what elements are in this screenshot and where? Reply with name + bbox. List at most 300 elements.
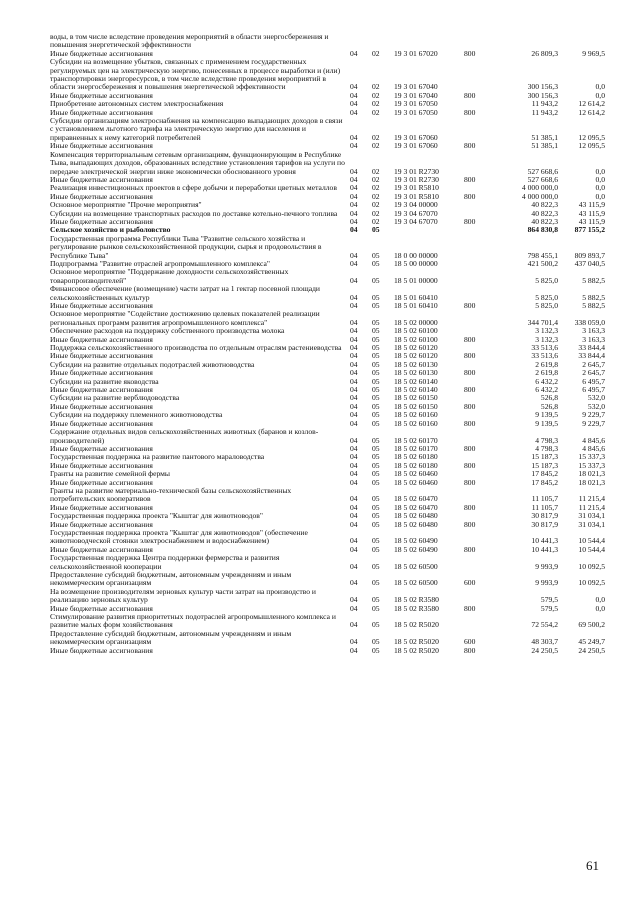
- row-amount-year2: 5 882,5: [582, 275, 605, 285]
- row-subsection: 05: [372, 544, 380, 554]
- row-section: 04: [350, 107, 358, 117]
- row-subsection: 05: [372, 317, 380, 327]
- row-amount-year1: 5 825,0: [535, 301, 558, 310]
- row-amount-year2: 33 844,4: [578, 343, 605, 353]
- row-amount-year1: 11 943,2: [531, 107, 558, 117]
- row-subsection: 05: [372, 460, 380, 470]
- row-amount-year2: 4 845,6: [582, 443, 605, 453]
- row-target-code: 19 3 01 67050: [394, 99, 438, 109]
- row-section: 04: [350, 645, 358, 655]
- row-amount-year2: 6 495,7: [582, 385, 605, 395]
- row-subsection: 05: [372, 603, 380, 613]
- row-name: Гранты на развитие семейной фермы: [50, 469, 171, 479]
- row-target-code: 18 5 02 60100: [394, 326, 438, 336]
- row-expense-type: 800: [464, 351, 476, 361]
- row-name: Иные бюджетные ассигнования: [50, 48, 153, 58]
- row-target-code: 18 5 02 60460: [394, 469, 438, 479]
- table-row: [50, 613, 605, 630]
- row-target-code: 18 5 02 60160: [394, 418, 438, 428]
- row-name: Иные бюджетные ассигнования: [50, 418, 153, 428]
- row-section: 04: [350, 275, 358, 285]
- row-section: 04: [350, 326, 358, 336]
- row-target-code: 19 3 01 67060: [394, 132, 438, 142]
- row-name: Иные бюджетные ассигнования: [50, 174, 153, 184]
- row-target-code: 18 5 02 60120: [394, 351, 438, 361]
- row-name: Иные бюджетные ассигнования: [50, 645, 153, 655]
- row-section: 04: [350, 435, 358, 445]
- table-row: [50, 428, 605, 445]
- row-amount-year1: 300 156,3: [527, 82, 558, 92]
- row-section: 04: [350, 620, 358, 630]
- row-section: 04: [350, 511, 358, 521]
- row-target-code: 18 5 02 R5020: [394, 645, 439, 655]
- row-amount-year2: 15 337,3: [578, 452, 605, 462]
- row-name: Финансовое обеспечение (возмещение) части затрат на 1 гектар посевной площади сельскохозяйственных культур: [50, 284, 320, 302]
- row-subsection: 02: [372, 107, 380, 117]
- row-name: Государственная программа Республики Тыва "Развитие сельского хозяйства и регулирование рынков сельскохозяйственной продукции, сырья и продовольствия в Республике Тыва": [50, 233, 322, 260]
- row-amount-year1: 24 250,5: [531, 645, 558, 655]
- row-subsection: 05: [372, 637, 380, 647]
- row-amount-year1: 300 156,3: [527, 90, 558, 100]
- row-expense-type: 800: [464, 477, 476, 487]
- row-amount-year2: 31 034,1: [578, 511, 605, 521]
- row-target-code: 18 5 02 R3580: [394, 595, 439, 605]
- row-subsection: 05: [372, 443, 380, 453]
- row-amount-year1: 33 513,6: [531, 343, 558, 353]
- row-target-code: 19 3 04 67070: [394, 208, 438, 218]
- row-subsection: 02: [372, 174, 380, 184]
- row-name: Субсидии на возмещение транспортных расходов по доставке котельно-печного топлива: [50, 208, 338, 218]
- table-row: [50, 647, 605, 655]
- row-amount-year1: 10 441,3: [531, 544, 558, 554]
- row-section: 04: [350, 250, 358, 260]
- row-name: Иные бюджетные ассигнования: [50, 603, 153, 613]
- row-subsection: 05: [372, 645, 380, 655]
- row-expense-type: 800: [464, 174, 476, 184]
- table-row: [50, 487, 605, 504]
- row-expense-type: 800: [464, 216, 476, 226]
- row-amount-year2: 2 645,7: [582, 359, 605, 369]
- row-amount-year2: 0,0: [595, 82, 605, 92]
- row-subsection: 02: [372, 99, 380, 109]
- row-subsection: 05: [372, 359, 380, 369]
- row-amount-year1: 9 993,9: [535, 578, 558, 588]
- row-section: 04: [350, 82, 358, 92]
- row-name: Иные бюджетные ассигнования: [50, 477, 153, 487]
- row-target-code: 18 5 02 60180: [394, 452, 438, 462]
- row-amount-year1: 421 500,2: [527, 258, 558, 268]
- row-subsection: 05: [372, 435, 380, 445]
- row-amount-year2: 43 115,9: [578, 216, 605, 226]
- row-target-code: 19 3 01 R5810: [394, 183, 439, 193]
- row-name: воды, в том числе вследствие проведения мероприятий в области энергосбережения и повышения энергетической эффективности: [50, 32, 329, 50]
- row-amount-year1: 51 385,1: [531, 132, 558, 142]
- row-amount-year2: 3 163,3: [582, 326, 605, 336]
- row-target-code: 18 5 02 60130: [394, 368, 438, 378]
- row-section: 04: [350, 141, 358, 151]
- row-amount-year2: 10 544,4: [578, 544, 605, 554]
- row-amount-year2: 9 229,7: [582, 418, 605, 428]
- row-subsection: 05: [372, 368, 380, 378]
- row-expense-type: 800: [464, 544, 476, 554]
- row-amount-year2: 4 845,6: [582, 435, 605, 445]
- row-target-code: 19 3 04 67070: [394, 216, 438, 226]
- row-subsection: 02: [372, 48, 380, 58]
- row-subsection: 05: [372, 343, 380, 353]
- row-name: Субсидии на развитие верблюдоводства: [50, 393, 180, 403]
- row-name: Иные бюджетные ассигнования: [50, 443, 153, 453]
- row-expense-type: 800: [464, 443, 476, 453]
- row-section: 04: [350, 376, 358, 386]
- row-name: Государственная поддержка на развитие пантового мараловодства: [50, 452, 265, 462]
- row-subsection: 05: [372, 477, 380, 487]
- row-subsection: 05: [372, 401, 380, 411]
- row-subsection: 05: [372, 494, 380, 504]
- row-amount-year1: 2 619,8: [535, 368, 558, 378]
- row-amount-year1: 4 798,3: [535, 443, 558, 453]
- row-section: 04: [350, 301, 358, 310]
- row-amount-year1: 4 000 000,0: [521, 191, 558, 201]
- table-row: [50, 151, 605, 176]
- table-row: [50, 58, 605, 92]
- row-subsection: 05: [372, 561, 380, 571]
- row-amount-year1: 579,5: [540, 603, 558, 613]
- row-section: 04: [350, 637, 358, 647]
- row-name: Субсидии на поддержку племенного животноводства: [50, 410, 223, 420]
- row-subsection: 02: [372, 82, 380, 92]
- row-amount-year2: 0,0: [595, 595, 605, 605]
- row-amount-year2: 10 092,5: [578, 561, 605, 571]
- row-amount-year2: 5 882,5: [582, 301, 605, 310]
- row-section: 04: [350, 502, 358, 512]
- row-target-code: 18 5 02 60130: [394, 359, 438, 369]
- row-section: 04: [350, 368, 358, 378]
- row-subsection: 05: [372, 536, 380, 546]
- row-expense-type: 800: [464, 107, 476, 117]
- row-amount-year1: 4 798,3: [535, 435, 558, 445]
- row-subsection: 02: [372, 141, 380, 151]
- row-name: Основное мероприятие "Содействие достижению целевых показателей реализации региональных программ развития агропромышленного комплекса": [50, 309, 320, 327]
- row-amount-year2: 31 034,1: [578, 519, 605, 529]
- row-target-code: 19 3 01 67060: [394, 141, 438, 151]
- row-amount-year1: 51 385,1: [531, 141, 558, 151]
- row-name: Субсидии на возмещение убытков, связанных с применением государственных регулируемых цен на электрическую энергию, понесенных в процессе выработки и (или) транспортировки энергоресурсов, в том числе вследствие проведения мероприятий в области энергосбережения и повышения энергетической эффективности: [50, 57, 341, 92]
- row-amount-year2: 43 115,9: [578, 200, 605, 210]
- row-amount-year2: 18 021,3: [578, 477, 605, 487]
- row-subsection: 05: [372, 275, 380, 285]
- row-name: Иные бюджетные ассигнования: [50, 351, 153, 361]
- row-name: На возмещение производителям зерновых культур части затрат на производство и реализацию зерновых культур: [50, 586, 316, 605]
- row-amount-year2: 11 215,4: [578, 502, 605, 512]
- row-expense-type: 800: [464, 519, 476, 529]
- row-subsection: 05: [372, 511, 380, 521]
- row-name: Иные бюджетные ассигнования: [50, 460, 153, 470]
- row-target-code: 18 5 01 60410: [394, 301, 438, 310]
- row-amount-year1: 6 432,2: [535, 385, 558, 395]
- row-amount-year1: 40 822,3: [531, 216, 558, 226]
- row-amount-year2: 12 614,2: [578, 99, 605, 109]
- row-amount-year2: 43 115,9: [578, 208, 605, 218]
- row-expense-type: 800: [464, 368, 476, 378]
- row-target-code: 19 3 01 R5810: [394, 191, 439, 201]
- row-target-code: 18 5 02 60170: [394, 435, 438, 445]
- row-subsection: 05: [372, 620, 380, 630]
- budget-table: [50, 33, 605, 655]
- row-amount-year1: 26 809,3: [531, 48, 558, 58]
- row-amount-year2: 532,0: [587, 393, 605, 403]
- row-subsection: 02: [372, 90, 380, 100]
- row-expense-type: 800: [464, 90, 476, 100]
- row-target-code: 18 5 02 R3580: [394, 603, 439, 613]
- row-subsection: 05: [372, 292, 380, 302]
- row-amount-year2: 809 893,7: [574, 250, 605, 260]
- row-section: 04: [350, 443, 358, 453]
- row-target-code: 19 3 04 00000: [394, 200, 438, 210]
- row-name: Стимулирование развития приоритетных подотраслей агропромышленного комплекса и развитие малых форм хозяйствования: [50, 612, 336, 630]
- row-section: 04: [350, 183, 358, 193]
- row-amount-year1: 344 701,4: [527, 317, 558, 327]
- row-target-code: 18 5 02 60170: [394, 443, 438, 453]
- row-target-code: 18 5 02 00000: [394, 317, 438, 327]
- row-subsection: 02: [372, 191, 380, 201]
- row-target-code: 18 5 02 60150: [394, 401, 438, 411]
- row-name: Иные бюджетные ассигнования: [50, 216, 153, 226]
- row-target-code: 18 5 02 60490: [394, 536, 438, 546]
- row-subsection: 05: [372, 258, 380, 268]
- row-name: Субсидии на развитие отдельных подотраслей животноводства: [50, 359, 255, 369]
- row-target-code: 18 5 02 60500: [394, 561, 438, 571]
- row-amount-year2: 0,0: [595, 90, 605, 100]
- row-section: 04: [350, 166, 358, 176]
- row-target-code: 18 5 02 60490: [394, 544, 438, 554]
- row-amount-year1: 3 132,3: [535, 326, 558, 336]
- row-section: 04: [350, 216, 358, 226]
- row-subsection: 02: [372, 216, 380, 226]
- row-amount-year1: 3 132,3: [535, 334, 558, 344]
- row-amount-year2: 6 495,7: [582, 376, 605, 386]
- row-amount-year2: 338 059,0: [574, 317, 605, 327]
- row-target-code: 18 5 02 60140: [394, 385, 438, 395]
- row-expense-type: 800: [464, 191, 476, 201]
- row-amount-year2: 5 882,5: [582, 292, 605, 302]
- row-amount-year1: 72 554,2: [531, 620, 558, 630]
- table-row: [50, 33, 605, 50]
- row-subsection: 05: [372, 502, 380, 512]
- row-target-code: 19 3 01 67050: [394, 107, 438, 117]
- row-target-code: 18 5 02 60180: [394, 460, 438, 470]
- row-section: 04: [350, 469, 358, 479]
- row-section: 04: [350, 99, 358, 109]
- row-expense-type: 800: [464, 502, 476, 512]
- row-subsection: 02: [372, 132, 380, 142]
- row-name: Иные бюджетные ассигнования: [50, 502, 153, 512]
- row-target-code: 18 5 02 60160: [394, 410, 438, 420]
- table-row: [50, 554, 605, 571]
- row-name: Иные бюджетные ассигнования: [50, 368, 153, 378]
- row-section: 04: [350, 519, 358, 529]
- row-section: 04: [350, 191, 358, 201]
- row-amount-year1: 11 943,2: [531, 99, 558, 109]
- row-name: Иные бюджетные ассигнования: [50, 191, 153, 201]
- row-section: 04: [350, 317, 358, 327]
- row-section: 04: [350, 351, 358, 361]
- row-section: 04: [350, 208, 358, 218]
- row-target-code: 19 3 01 67040: [394, 82, 438, 92]
- row-amount-year2: 12 614,2: [578, 107, 605, 117]
- row-subsection: 05: [372, 418, 380, 428]
- row-amount-year2: 0,0: [595, 183, 605, 193]
- row-amount-year1: 15 187,3: [531, 460, 558, 470]
- row-section: 04: [350, 494, 358, 504]
- row-section: 04: [350, 90, 358, 100]
- row-name: Субсидии на развитие яководства: [50, 376, 159, 386]
- row-name: Поддержка сельскохозяйственного производства по отдельным отраслям растениеводства: [50, 343, 342, 353]
- row-amount-year1: 33 513,6: [531, 351, 558, 361]
- row-amount-year1: 4 000 000,0: [521, 183, 558, 193]
- row-amount-year2: 532,0: [587, 401, 605, 411]
- row-section: 04: [350, 292, 358, 302]
- row-expense-type: 800: [464, 401, 476, 411]
- row-name: Иные бюджетные ассигнования: [50, 141, 153, 151]
- row-name: Обеспечение расходов на поддержку собственного производства молока: [50, 326, 285, 336]
- row-amount-year1: 526,8: [540, 401, 558, 411]
- table-row: [50, 285, 605, 302]
- row-amount-year1: 15 187,3: [531, 452, 558, 462]
- row-target-code: 18 5 02 60150: [394, 393, 438, 403]
- row-amount-year1: 11 105,7: [531, 494, 558, 504]
- row-target-code: 18 5 02 60480: [394, 511, 438, 521]
- row-amount-year1: 11 105,7: [531, 502, 558, 512]
- row-subsection: 05: [372, 225, 380, 235]
- row-target-code: 18 5 02 60480: [394, 519, 438, 529]
- row-section: 04: [350, 452, 358, 462]
- row-name: Государственная поддержка проекта "Кыштаг для животноводов" (обеспечение животноводческой стоянки электроснабжением и водоснабжением): [50, 527, 308, 546]
- table-row: [50, 117, 605, 142]
- row-amount-year2: 877 155,2: [574, 225, 605, 235]
- row-section: 04: [350, 536, 358, 546]
- row-subsection: 05: [372, 334, 380, 344]
- table-row: [50, 310, 605, 327]
- row-amount-year2: 9 969,5: [582, 48, 605, 58]
- row-name: Иные бюджетные ассигнования: [50, 107, 153, 117]
- row-subsection: 05: [372, 519, 380, 529]
- row-section: 04: [350, 561, 358, 571]
- table-row: [50, 588, 605, 605]
- row-name: Подпрограмма "Развитие отраслей агропромышленного комплекса": [50, 258, 270, 268]
- row-amount-year2: 9 229,7: [582, 410, 605, 420]
- row-amount-year2: 0,0: [595, 603, 605, 613]
- row-expense-type: 800: [464, 48, 476, 58]
- row-target-code: 19 3 01 67040: [394, 90, 438, 100]
- row-amount-year2: 12 095,5: [578, 141, 605, 151]
- row-name: Иные бюджетные ассигнования: [50, 385, 153, 395]
- row-amount-year1: 30 817,9: [531, 511, 558, 521]
- row-section: 04: [350, 603, 358, 613]
- row-section: 04: [350, 477, 358, 487]
- row-amount-year1: 40 822,3: [531, 200, 558, 210]
- row-section: 04: [350, 544, 358, 554]
- row-subsection: 02: [372, 200, 380, 210]
- row-subsection: 05: [372, 452, 380, 462]
- row-name: Государственная поддержка проекта "Кыштаг для животноводов": [50, 511, 263, 521]
- row-subsection: 05: [372, 410, 380, 420]
- row-name: Приобретение автономных систем электроснабжения: [50, 99, 224, 109]
- row-amount-year1: 17 845,2: [531, 469, 558, 479]
- row-name: Гранты на развитие материально-технической базы сельскохозяйственных потребительских кооперативов: [50, 485, 292, 504]
- row-target-code: 19 3 01 R2730: [394, 174, 439, 184]
- row-amount-year2: 11 215,4: [578, 494, 605, 504]
- row-name: Предоставление субсидий бюджетным, автономным учреждениям и иным некоммерческим организациям: [50, 628, 292, 647]
- row-amount-year2: 2 645,7: [582, 368, 605, 378]
- row-section: 04: [350, 595, 358, 605]
- row-name: Иные бюджетные ассигнования: [50, 401, 153, 411]
- row-amount-year2: 437 040,5: [574, 258, 605, 268]
- row-target-code: 18 5 02 60500: [394, 578, 438, 588]
- row-name: Содержание отдельных видов сельскохозяйственных животных (баранов и козлов-производителей): [50, 427, 319, 445]
- row-amount-year2: 33 844,4: [578, 351, 605, 361]
- row-expense-type: 800: [464, 385, 476, 395]
- row-section: 04: [350, 174, 358, 184]
- row-amount-year1: 48 303,7: [531, 637, 558, 647]
- row-section: 04: [350, 225, 358, 235]
- row-amount-year1: 5 825,0: [535, 275, 558, 285]
- row-section: 04: [350, 578, 358, 588]
- page-number: 61: [586, 858, 599, 873]
- row-target-code: 18 5 01 00000: [394, 275, 438, 285]
- row-subsection: 05: [372, 326, 380, 336]
- row-section: 04: [350, 401, 358, 411]
- row-section: 04: [350, 200, 358, 210]
- row-subsection: 05: [372, 578, 380, 588]
- row-amount-year1: 864 830,8: [527, 225, 558, 235]
- row-amount-year2: 0,0: [595, 174, 605, 184]
- row-amount-year2: 10 544,4: [578, 536, 605, 546]
- row-target-code: 18 5 01 60410: [394, 292, 438, 302]
- row-amount-year2: 69 500,2: [578, 620, 605, 630]
- row-name: Реализация инвестиционных проектов в сфере добычи и переработки цветных металлов: [50, 183, 337, 193]
- table-row: [50, 235, 605, 260]
- row-section: 04: [350, 385, 358, 395]
- row-subsection: 02: [372, 208, 380, 218]
- row-target-code: 18 5 02 60470: [394, 502, 438, 512]
- row-amount-year1: 579,5: [540, 595, 558, 605]
- row-expense-type: 800: [464, 334, 476, 344]
- row-name: Государственная поддержка Центра поддержки фермерства и развития сельскохозяйственной кооперации: [50, 553, 280, 571]
- row-amount-year1: 9 993,9: [535, 561, 558, 571]
- row-expense-type: 800: [464, 141, 476, 151]
- row-amount-year2: 0,0: [595, 166, 605, 176]
- row-name: Основное мероприятие "Прочие мероприятия": [50, 200, 202, 210]
- row-amount-year1: 526,8: [540, 393, 558, 403]
- table-row: [50, 630, 605, 647]
- row-subsection: 05: [372, 595, 380, 605]
- row-expense-type: 800: [464, 645, 476, 655]
- row-amount-year1: 5 825,0: [535, 292, 558, 302]
- row-amount-year2: 12 095,5: [578, 132, 605, 142]
- row-amount-year1: 798 455,1: [527, 250, 558, 260]
- row-expense-type: 800: [464, 418, 476, 428]
- row-expense-type: 800: [464, 460, 476, 470]
- row-expense-type: 600: [464, 637, 476, 647]
- row-section: 04: [350, 410, 358, 420]
- row-amount-year2: 15 337,3: [578, 460, 605, 470]
- row-target-code: 18 5 02 60120: [394, 343, 438, 353]
- row-amount-year1: 527 668,6: [527, 166, 558, 176]
- row-name: Компенсация территориальным сетевым организациям, функционирующим в Республике Тыва, выпадающих доходов, образованных вследствие установления тарифов на услуги по передаче электрической энергии ниже экономически обоснованного уровня: [50, 149, 345, 176]
- row-amount-year1: 17 845,2: [531, 477, 558, 487]
- row-subsection: 05: [372, 385, 380, 395]
- row-amount-year1: 10 441,3: [531, 536, 558, 546]
